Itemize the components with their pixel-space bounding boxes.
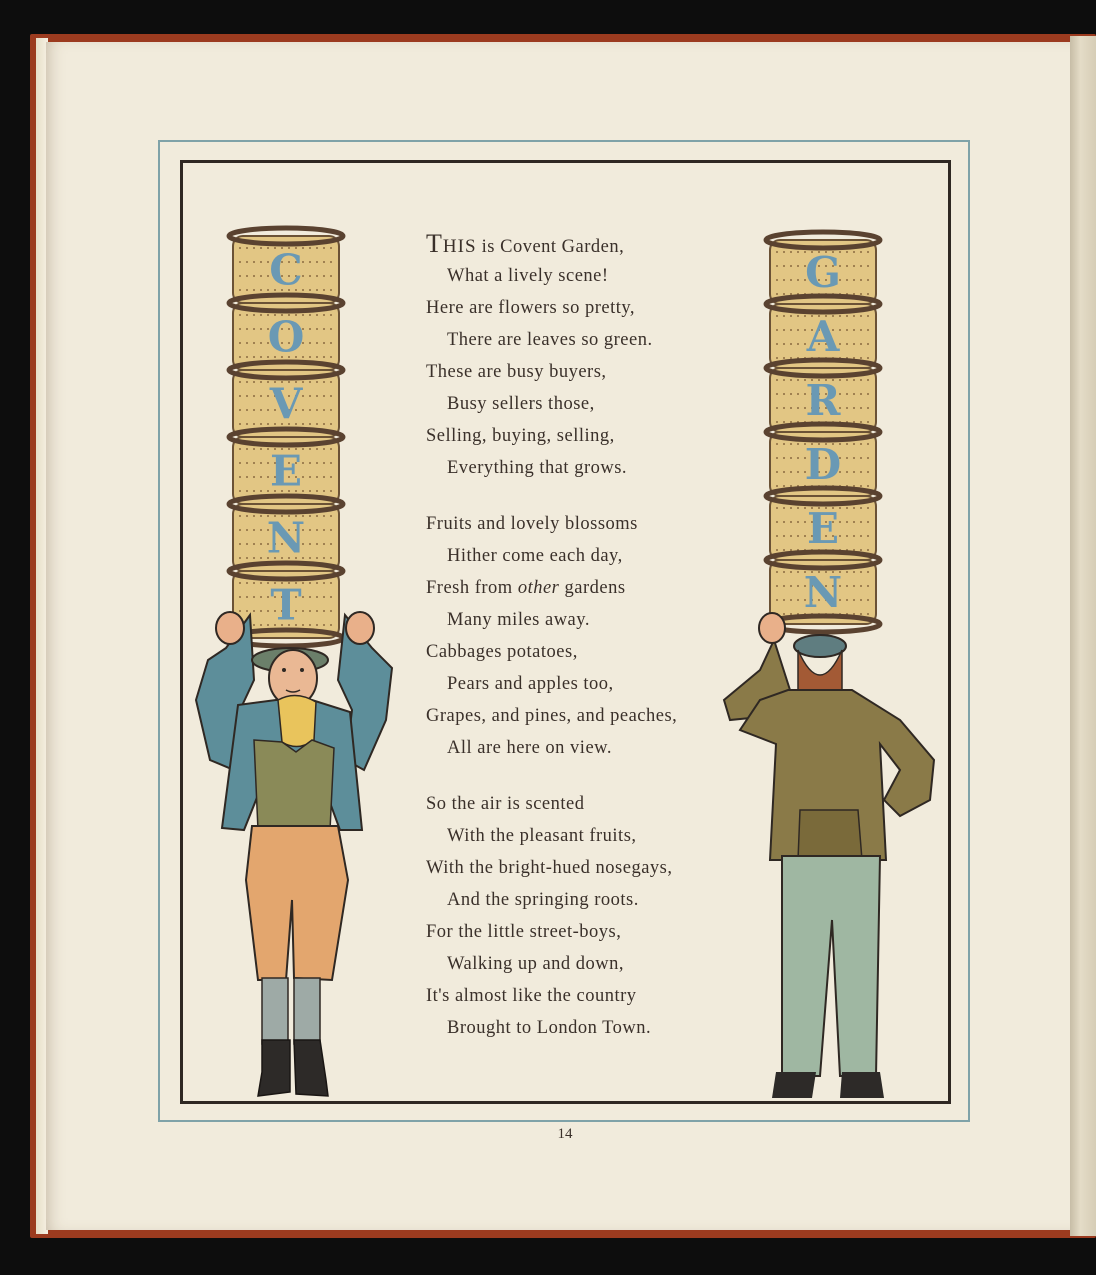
poem-line: Here are flowers so pretty, — [426, 298, 636, 318]
left-porter-illustration — [180, 220, 410, 1100]
basket-letter: R — [805, 376, 841, 425]
porter-scarf — [278, 695, 316, 746]
drop-cap: T — [426, 229, 443, 258]
poem-line: There are leaves so green. — [447, 330, 653, 350]
basket-letter: T — [270, 580, 302, 630]
porter-breeches — [246, 826, 348, 980]
italic-word: other — [517, 578, 560, 598]
poem-line: With the pleasant fruits, — [447, 826, 637, 846]
basket-letter: A — [806, 312, 840, 361]
poem-line: Selling, buying, selling, — [426, 426, 615, 446]
porter-waistcoat — [254, 740, 334, 830]
poem-line: Many miles away. — [447, 610, 590, 630]
poem-line: Busy sellers those, — [447, 394, 595, 414]
poem-line: And the springing roots. — [447, 890, 639, 910]
line-text: is Covent Garden, — [476, 237, 625, 257]
poem-line: Grapes, and pines, and peaches, — [426, 706, 678, 726]
poem-line: With the bright-hued nosegays, — [426, 858, 673, 878]
stanza-3 — [426, 788, 726, 1044]
basket-letter: V — [269, 379, 303, 429]
right-basket-stack — [766, 232, 880, 632]
line-text: gardens — [559, 578, 626, 598]
poem-line: Pears and apples too, — [447, 674, 614, 694]
line-text: Fresh from — [426, 578, 518, 598]
poem-line: Hither come each day, — [447, 546, 623, 566]
basket-letter: G — [805, 248, 841, 297]
basket-letter: N — [266, 513, 306, 563]
basket-letter: E — [269, 446, 303, 496]
basket-letter: N — [803, 568, 843, 617]
basket-letter: D — [804, 440, 842, 489]
poem-line: Walking up and down, — [447, 954, 625, 974]
poem-line: All are here on view. — [447, 738, 612, 758]
basket-letter: C — [269, 245, 303, 295]
poem-line: Fruits and lovely blossoms — [426, 514, 638, 534]
boy-right-boot — [840, 1072, 884, 1098]
page-number: 14 — [557, 1126, 573, 1142]
poem-line: So the air is scented — [426, 794, 585, 814]
poem-line: Everything that grows. — [447, 458, 628, 478]
poem-line: For the little street-boys, — [426, 922, 622, 942]
stanza-1 — [426, 228, 726, 484]
poem-line — [426, 228, 726, 260]
poem-line — [426, 572, 726, 604]
poem-line: What a lively scene! — [447, 266, 609, 286]
left-basket-stack — [229, 228, 343, 646]
porter-right-boot — [294, 1040, 328, 1096]
poem-line: Cabbages potatoes, — [426, 642, 578, 662]
boy-left-boot — [772, 1072, 816, 1098]
boy-trousers — [782, 856, 880, 1076]
poem-line: These are busy buyers, — [426, 362, 607, 382]
stanza-2 — [426, 508, 726, 764]
page-gutter — [1070, 36, 1096, 1236]
poem — [426, 228, 726, 1068]
right-porter-illustration — [718, 220, 944, 1100]
small-caps-word: HIS — [442, 236, 477, 257]
boy-cap — [794, 635, 846, 657]
basket-letter: O — [267, 312, 305, 362]
basket-letter: E — [806, 504, 840, 553]
poem-line: It's almost like the country — [426, 986, 637, 1006]
poem-line: Brought to London Town. — [447, 1018, 652, 1038]
porter-left-boot — [258, 1040, 290, 1096]
